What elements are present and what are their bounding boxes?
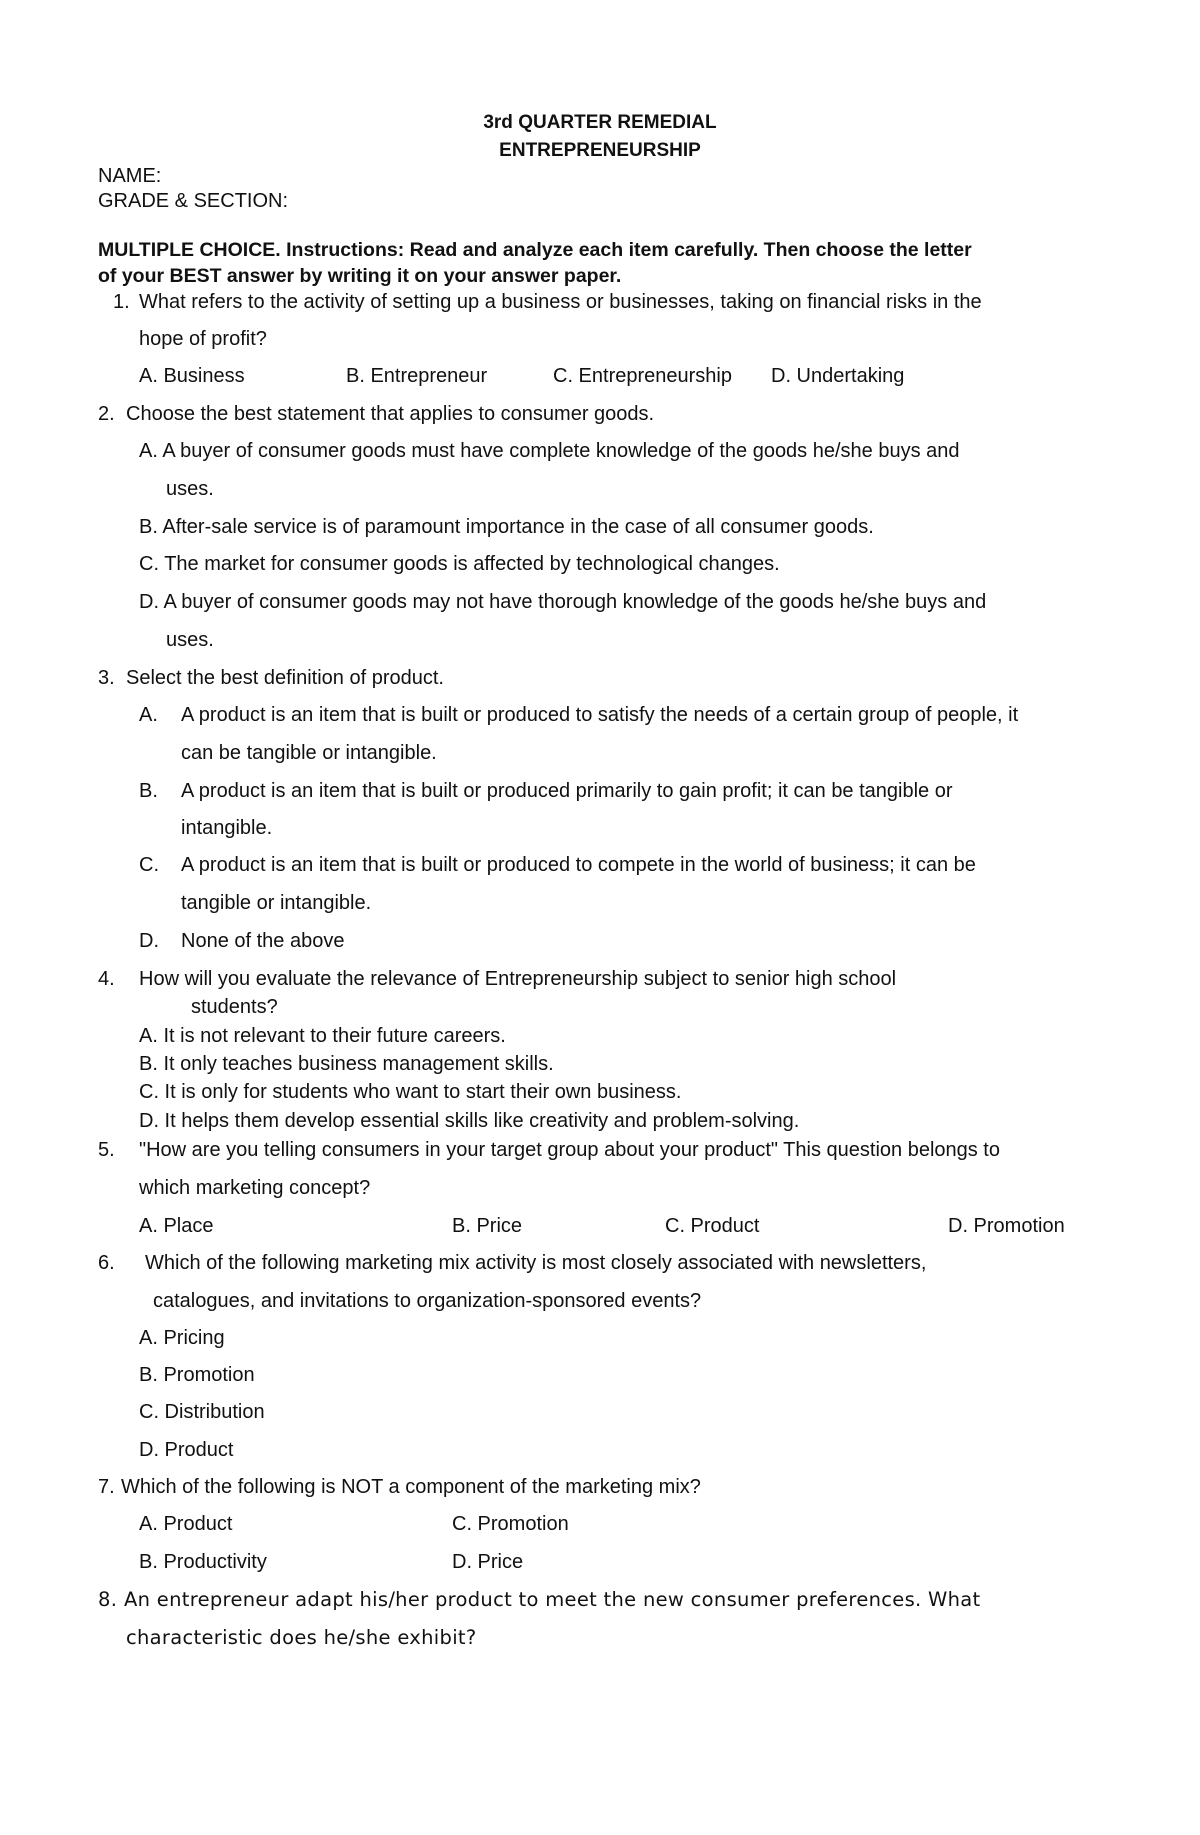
answer-option: D. Product [139, 1439, 234, 1461]
option-letter: A. [139, 704, 158, 726]
grade-section-label: GRADE & SECTION: [98, 190, 289, 212]
answer-option: D. Price [452, 1551, 524, 1573]
question-number: 8. [98, 1588, 118, 1611]
answer-option: B. Entrepreneur [346, 365, 488, 387]
answer-option: A. Pricing [139, 1327, 225, 1349]
answer-option: B. Productivity [139, 1551, 267, 1573]
question-stem-line: characteristic does he/she exhibit? [126, 1626, 477, 1649]
question-stem-line: An entrepreneur adapt his/her product to meet the new consumer preferences. What [124, 1588, 981, 1611]
question-stem-line: Choose the best statement that applies to consumer goods. [126, 403, 655, 425]
question-stem-line: Which of the following is NOT a component of the marketing mix? [121, 1476, 701, 1498]
question-stem-line: How will you evaluate the relevance of Entrepreneurship subject to senior high school [139, 968, 897, 990]
question-number: 7. [98, 1476, 115, 1498]
instructions-line-2: of your BEST answer by writing it on your answer paper. [98, 265, 622, 287]
answer-option: A. Product [139, 1513, 233, 1535]
question-number: 5. [98, 1139, 115, 1161]
answer-option: C. It is only for students who want to start their own business. [139, 1081, 682, 1103]
answer-option: A product is an item that is built or produced primarily to gain profit; it can be tangible or [181, 780, 953, 802]
answer-option-continued: uses. [166, 478, 214, 500]
question-stem-line: Select the best definition of product. [126, 667, 444, 689]
answer-option-continued: can be tangible or intangible. [181, 742, 437, 764]
question-number: 2. [98, 403, 115, 425]
answer-option-continued: tangible or intangible. [181, 892, 372, 914]
answer-option: C. Product [665, 1215, 760, 1237]
answer-option: C. Promotion [452, 1513, 569, 1535]
question-number: 1. [113, 291, 130, 313]
name-label: NAME: [98, 165, 162, 187]
answer-option: A. A buyer of consumer goods must have complete knowledge of the goods he/she buys and [139, 440, 960, 462]
answer-option-continued: intangible. [181, 817, 273, 839]
question-stem-line: "How are you telling consumers in your target group about your product" This question belongs to [139, 1139, 1000, 1161]
question-number: 4. [98, 968, 115, 990]
answer-option: A. It is not relevant to their future careers. [139, 1025, 506, 1047]
answer-option: A. Business [139, 365, 245, 387]
answer-option: C. The market for consumer goods is affected by technological changes. [139, 553, 780, 575]
question-stem-line: hope of profit? [139, 328, 267, 350]
document-subject: ENTREPRENEURSHIP [499, 140, 701, 161]
answer-option: B. After-sale service is of paramount importance in the case of all consumer goods. [139, 516, 874, 538]
option-letter: D. [139, 930, 159, 952]
answer-option: D. It helps them develop essential skills like creativity and problem-solving. [139, 1110, 800, 1132]
answer-option: A. Place [139, 1215, 214, 1237]
question-stem-line: which marketing concept? [139, 1177, 371, 1199]
answer-option: A product is an item that is built or produced to satisfy the needs of a certain group of people, it [181, 704, 1019, 726]
answer-option: None of the above [181, 930, 345, 952]
answer-option: D. A buyer of consumer goods may not have thorough knowledge of the goods he/she buys and [139, 591, 987, 613]
question-stem-line: catalogues, and invitations to organization-sponsored events? [153, 1290, 702, 1312]
answer-option: C. Entrepreneurship [553, 365, 732, 387]
answer-option: D. Promotion [948, 1215, 1065, 1237]
question-number: 3. [98, 667, 115, 689]
option-letter: C. [139, 854, 159, 876]
question-number: 6. [98, 1252, 115, 1274]
answer-option: A product is an item that is built or produced to compete in the world of business; it can be [181, 854, 976, 876]
question-stem-line: What refers to the activity of setting up a business or businesses, taking on financial risks in the [139, 291, 982, 313]
answer-option: B. Promotion [139, 1364, 255, 1386]
answer-option: B. Price [452, 1215, 523, 1237]
instructions-line-1: MULTIPLE CHOICE. Instructions: Read and analyze each item carefully. Then choose the letter [98, 239, 972, 261]
option-letter: B. [139, 780, 158, 802]
question-stem-line: students? [191, 996, 278, 1018]
answer-option: B. It only teaches business management skills. [139, 1053, 554, 1075]
answer-option: D. Undertaking [771, 365, 905, 387]
answer-option-continued: uses. [166, 629, 214, 651]
question-stem-line: Which of the following marketing mix activity is most closely associated with newsletters, [145, 1252, 927, 1274]
document-title: 3rd QUARTER REMEDIAL [483, 112, 717, 133]
answer-option: C. Distribution [139, 1401, 265, 1423]
